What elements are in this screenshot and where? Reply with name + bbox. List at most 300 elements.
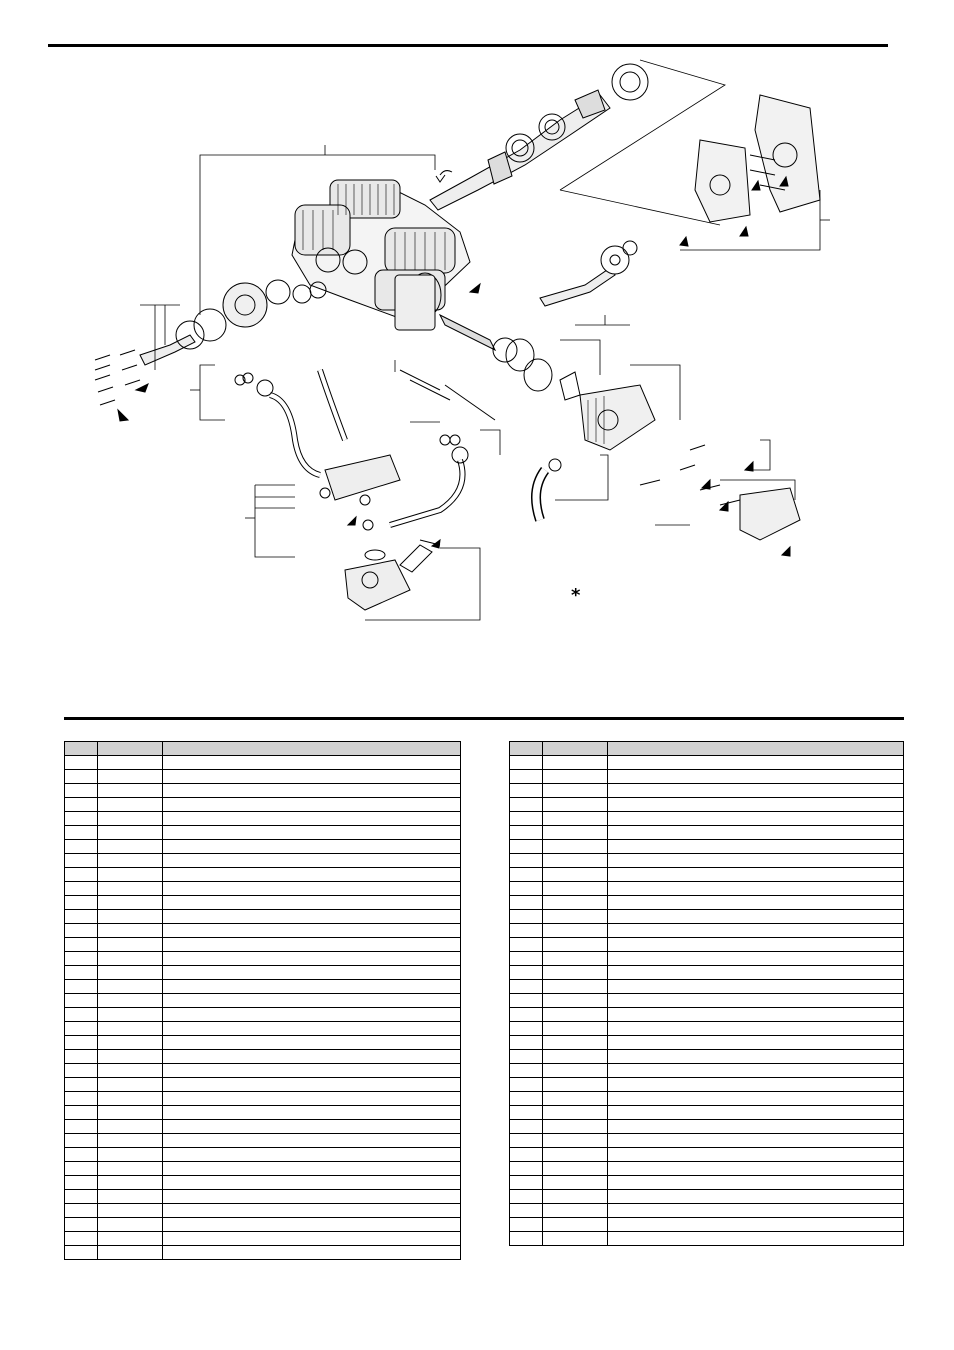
table-row <box>510 952 904 966</box>
cell-ref <box>65 868 98 882</box>
cell-part-no <box>98 882 163 896</box>
table-row <box>510 1050 904 1064</box>
cell-description <box>608 1050 904 1064</box>
cell-description <box>163 924 461 938</box>
cell-ref <box>65 1162 98 1176</box>
table-row <box>510 1190 904 1204</box>
cell-ref <box>510 910 543 924</box>
cell-part-no <box>543 896 608 910</box>
cell-description <box>163 952 461 966</box>
cell-part-no <box>543 868 608 882</box>
cell-part-no <box>98 868 163 882</box>
cell-description <box>163 854 461 868</box>
cell-ref <box>510 1092 543 1106</box>
cell-ref <box>65 966 98 980</box>
cell-ref <box>65 1190 98 1204</box>
cell-description <box>608 784 904 798</box>
cell-part-no <box>543 1232 608 1246</box>
cell-description <box>608 1218 904 1232</box>
cell-part-no <box>98 966 163 980</box>
cell-ref <box>510 1064 543 1078</box>
cell-ref <box>65 840 98 854</box>
cell-ref <box>510 868 543 882</box>
cell-ref <box>510 980 543 994</box>
cell-part-no <box>543 826 608 840</box>
cell-description <box>608 1064 904 1078</box>
table-row <box>65 896 461 910</box>
cell-ref <box>65 1092 98 1106</box>
cell-description <box>163 812 461 826</box>
cell-ref <box>65 1050 98 1064</box>
cell-description <box>608 1092 904 1106</box>
cell-ref <box>510 1148 543 1162</box>
top-rule <box>48 44 888 47</box>
cell-part-no <box>543 812 608 826</box>
cell-part-no <box>543 770 608 784</box>
cell-ref <box>510 1022 543 1036</box>
cell-part-no <box>543 1036 608 1050</box>
cell-ref <box>65 980 98 994</box>
table-row <box>65 1064 461 1078</box>
table-row <box>65 980 461 994</box>
table-row <box>65 966 461 980</box>
prop-hub <box>95 280 326 405</box>
cell-ref <box>510 756 543 770</box>
table-row <box>510 784 904 798</box>
cell-ref <box>65 910 98 924</box>
cell-description <box>163 882 461 896</box>
cell-description <box>163 980 461 994</box>
cell-description <box>163 1050 461 1064</box>
cell-part-no <box>98 1008 163 1022</box>
cell-description <box>163 798 461 812</box>
table-row <box>510 1204 904 1218</box>
cell-part-no <box>543 854 608 868</box>
cell-part-no <box>543 1190 608 1204</box>
cell-part-no <box>543 882 608 896</box>
cell-description <box>608 840 904 854</box>
cell-description <box>163 1134 461 1148</box>
cell-description <box>163 910 461 924</box>
table-row <box>510 966 904 980</box>
table-row <box>65 938 461 952</box>
cell-part-no <box>98 1190 163 1204</box>
cell-part-no <box>98 854 163 868</box>
table-row <box>65 1022 461 1036</box>
table-row <box>510 1232 904 1246</box>
table-row <box>65 1246 461 1260</box>
cell-description <box>608 994 904 1008</box>
table-row <box>510 1092 904 1106</box>
cell-part-no <box>543 1204 608 1218</box>
table-row <box>65 1106 461 1120</box>
table-row <box>65 1232 461 1246</box>
cell-ref <box>65 1134 98 1148</box>
table-row <box>65 840 461 854</box>
intake-pipes <box>235 370 561 530</box>
cell-description <box>608 938 904 952</box>
cell-part-no <box>98 1204 163 1218</box>
cell-ref <box>65 994 98 1008</box>
cell-description <box>608 910 904 924</box>
cell-ref <box>65 1246 98 1260</box>
cell-part-no <box>543 966 608 980</box>
cell-description <box>163 896 461 910</box>
cell-description <box>608 1134 904 1148</box>
parts-table-right <box>509 741 904 1246</box>
table-row <box>510 924 904 938</box>
cell-description <box>608 966 904 980</box>
cell-part-no <box>98 826 163 840</box>
cell-description <box>608 1232 904 1246</box>
cell-ref <box>65 1106 98 1120</box>
table-row <box>65 1176 461 1190</box>
cell-part-no <box>98 1120 163 1134</box>
cell-ref <box>65 1036 98 1050</box>
cell-description <box>163 1148 461 1162</box>
cell-ref <box>510 938 543 952</box>
table-row <box>65 1204 461 1218</box>
asterisk-note: * <box>571 585 581 606</box>
cell-ref <box>65 1064 98 1078</box>
cell-description <box>608 812 904 826</box>
cell-description <box>163 1036 461 1050</box>
cell-part-no <box>543 1078 608 1092</box>
cell-part-no <box>98 798 163 812</box>
cell-description <box>163 826 461 840</box>
cell-ref <box>65 938 98 952</box>
table-row <box>65 924 461 938</box>
table-row <box>65 1120 461 1134</box>
cell-ref <box>510 798 543 812</box>
cell-description <box>608 868 904 882</box>
table-row <box>510 1064 904 1078</box>
cell-part-no <box>543 910 608 924</box>
cell-description <box>163 994 461 1008</box>
cell-ref <box>510 994 543 1008</box>
cell-part-no <box>543 952 608 966</box>
cell-part-no <box>98 1022 163 1036</box>
table-row <box>65 1190 461 1204</box>
cell-ref <box>65 896 98 910</box>
cell-description <box>163 1106 461 1120</box>
table-row <box>65 770 461 784</box>
table-row <box>510 1106 904 1120</box>
table-row <box>510 1078 904 1092</box>
cell-description <box>163 1176 461 1190</box>
cell-description <box>163 966 461 980</box>
header-cell-part-no <box>543 742 608 756</box>
cell-ref <box>510 882 543 896</box>
table-row <box>65 1078 461 1092</box>
cell-part-no <box>98 1106 163 1120</box>
cell-part-no <box>98 1232 163 1246</box>
cell-part-no <box>543 1218 608 1232</box>
cell-description <box>608 770 904 784</box>
table-row <box>65 1162 461 1176</box>
cell-ref <box>510 1204 543 1218</box>
table-row <box>510 756 904 770</box>
table-row <box>65 756 461 770</box>
cell-part-no <box>98 1078 163 1092</box>
table-header-row <box>65 742 461 756</box>
table-row <box>65 1148 461 1162</box>
cell-part-no <box>543 980 608 994</box>
cell-ref <box>510 1050 543 1064</box>
table-row <box>65 812 461 826</box>
table-row <box>510 1036 904 1050</box>
cell-ref <box>65 1204 98 1218</box>
cell-ref <box>510 924 543 938</box>
cell-part-no <box>98 756 163 770</box>
cell-description <box>163 1008 461 1022</box>
table-row <box>510 868 904 882</box>
cell-description <box>608 980 904 994</box>
table-row <box>510 980 904 994</box>
cell-ref <box>65 1232 98 1246</box>
table-row <box>65 1050 461 1064</box>
cell-ref <box>65 756 98 770</box>
cell-part-no <box>543 756 608 770</box>
cell-ref <box>65 812 98 826</box>
cell-ref <box>65 1022 98 1036</box>
cell-part-no <box>543 1008 608 1022</box>
cell-description <box>163 840 461 854</box>
camshaft <box>540 241 637 306</box>
table-row <box>510 1162 904 1176</box>
cell-description <box>163 1022 461 1036</box>
cell-part-no <box>543 1092 608 1106</box>
cell-ref <box>65 798 98 812</box>
cell-part-no <box>543 1022 608 1036</box>
cell-part-no <box>543 1106 608 1120</box>
cell-description <box>163 1092 461 1106</box>
table-row <box>65 1008 461 1022</box>
cell-ref <box>65 770 98 784</box>
cell-part-no <box>98 812 163 826</box>
cell-ref <box>65 826 98 840</box>
cell-part-no <box>98 840 163 854</box>
cell-part-no <box>543 938 608 952</box>
cell-description <box>163 770 461 784</box>
cell-part-no <box>98 952 163 966</box>
table-row <box>510 1120 904 1134</box>
cell-description <box>163 1246 461 1260</box>
cell-ref <box>510 1036 543 1050</box>
cell-ref <box>65 854 98 868</box>
table-row <box>65 868 461 882</box>
cell-description <box>608 1106 904 1120</box>
table-row <box>510 910 904 924</box>
cell-part-no <box>543 840 608 854</box>
table-row <box>65 784 461 798</box>
cell-description <box>608 756 904 770</box>
cell-description <box>608 854 904 868</box>
table-row <box>65 1036 461 1050</box>
header-cell-ref <box>65 742 98 756</box>
cell-ref <box>510 966 543 980</box>
cell-part-no <box>98 1050 163 1064</box>
table-header-row <box>510 742 904 756</box>
cell-part-no <box>98 1162 163 1176</box>
section-rule <box>64 717 904 720</box>
cell-description <box>608 1190 904 1204</box>
cell-ref <box>65 1218 98 1232</box>
carburetor <box>345 540 440 610</box>
cell-description <box>608 896 904 910</box>
cell-description <box>163 1162 461 1176</box>
header-cell-description <box>163 742 461 756</box>
cell-part-no <box>543 1050 608 1064</box>
cell-description <box>163 1190 461 1204</box>
table-body <box>65 756 461 1260</box>
cell-ref <box>65 1148 98 1162</box>
cell-description <box>163 756 461 770</box>
cell-ref <box>510 1120 543 1134</box>
header-cell-part-no <box>98 742 163 756</box>
table-row <box>510 840 904 854</box>
cell-ref <box>510 896 543 910</box>
cell-ref <box>510 1218 543 1232</box>
cell-part-no <box>98 924 163 938</box>
table-row <box>510 1008 904 1022</box>
cell-part-no <box>98 938 163 952</box>
cell-description <box>608 1078 904 1092</box>
table-row <box>65 910 461 924</box>
cell-part-no <box>98 1064 163 1078</box>
table-row <box>510 770 904 784</box>
cell-ref <box>65 952 98 966</box>
cell-description <box>163 938 461 952</box>
table-row <box>510 798 904 812</box>
cell-ref <box>65 784 98 798</box>
cell-ref <box>510 812 543 826</box>
table-row <box>510 1176 904 1190</box>
cell-part-no <box>98 784 163 798</box>
cell-part-no <box>543 784 608 798</box>
table-row <box>510 1022 904 1036</box>
cell-part-no <box>98 1176 163 1190</box>
cell-ref <box>510 1134 543 1148</box>
cell-ref <box>510 854 543 868</box>
cell-ref <box>510 952 543 966</box>
cell-description <box>163 1232 461 1246</box>
cell-ref <box>510 1078 543 1092</box>
cell-ref <box>510 840 543 854</box>
header-cell-description <box>608 742 904 756</box>
cell-part-no <box>98 1092 163 1106</box>
table-row <box>65 882 461 896</box>
cell-ref <box>510 1176 543 1190</box>
cell-ref <box>65 1176 98 1190</box>
cell-part-no <box>98 896 163 910</box>
cell-part-no <box>543 924 608 938</box>
table-body <box>510 756 904 1246</box>
cell-ref <box>65 1120 98 1134</box>
valve-cover <box>640 445 800 540</box>
cell-part-no <box>543 994 608 1008</box>
cell-ref <box>510 1008 543 1022</box>
cell-description <box>608 1120 904 1134</box>
cell-description <box>608 1204 904 1218</box>
cell-description <box>608 1036 904 1050</box>
cell-part-no <box>98 1148 163 1162</box>
table-row <box>65 1092 461 1106</box>
cell-description <box>163 1218 461 1232</box>
cell-ref <box>510 1232 543 1246</box>
exploded-engine-diagram <box>0 50 954 670</box>
crankshaft <box>430 64 648 210</box>
cell-ref <box>510 1106 543 1120</box>
cell-description <box>163 1120 461 1134</box>
table-row <box>510 896 904 910</box>
table-row <box>510 1218 904 1232</box>
cell-description <box>163 868 461 882</box>
cell-ref <box>65 882 98 896</box>
table-row <box>65 854 461 868</box>
piston-assembly <box>395 275 552 420</box>
cell-description <box>608 924 904 938</box>
table-row <box>510 812 904 826</box>
cell-description <box>163 1078 461 1092</box>
cell-ref <box>65 924 98 938</box>
cell-part-no <box>98 980 163 994</box>
cell-part-no <box>543 1134 608 1148</box>
table-row <box>510 938 904 952</box>
cell-description <box>608 882 904 896</box>
table-row <box>65 1134 461 1148</box>
cell-part-no <box>543 798 608 812</box>
table-row <box>510 882 904 896</box>
rear-cover <box>695 95 820 222</box>
cell-ref <box>510 784 543 798</box>
cell-part-no <box>98 910 163 924</box>
cylinder-head <box>560 372 655 450</box>
cell-part-no <box>543 1120 608 1134</box>
cell-description <box>163 1064 461 1078</box>
cell-part-no <box>98 1218 163 1232</box>
cell-description <box>608 1022 904 1036</box>
table-row <box>65 798 461 812</box>
cell-part-no <box>543 1148 608 1162</box>
cell-ref <box>65 1078 98 1092</box>
cell-ref <box>510 1190 543 1204</box>
cell-ref <box>510 826 543 840</box>
cell-ref <box>510 1162 543 1176</box>
cell-ref <box>65 1008 98 1022</box>
cell-part-no <box>98 1134 163 1148</box>
cell-description <box>608 952 904 966</box>
table-row <box>510 994 904 1008</box>
table-row <box>65 994 461 1008</box>
cell-ref <box>510 770 543 784</box>
cell-part-no <box>98 770 163 784</box>
table-row <box>65 1218 461 1232</box>
table-row <box>510 1148 904 1162</box>
table-row <box>65 952 461 966</box>
cell-part-no <box>543 1064 608 1078</box>
cell-part-no <box>543 1176 608 1190</box>
cell-description <box>608 1148 904 1162</box>
table-row <box>65 826 461 840</box>
cell-description <box>608 1162 904 1176</box>
cell-description <box>608 826 904 840</box>
header-cell-ref <box>510 742 543 756</box>
cell-description <box>608 1176 904 1190</box>
cell-part-no <box>543 1162 608 1176</box>
cell-part-no <box>98 1036 163 1050</box>
cell-description <box>163 1204 461 1218</box>
